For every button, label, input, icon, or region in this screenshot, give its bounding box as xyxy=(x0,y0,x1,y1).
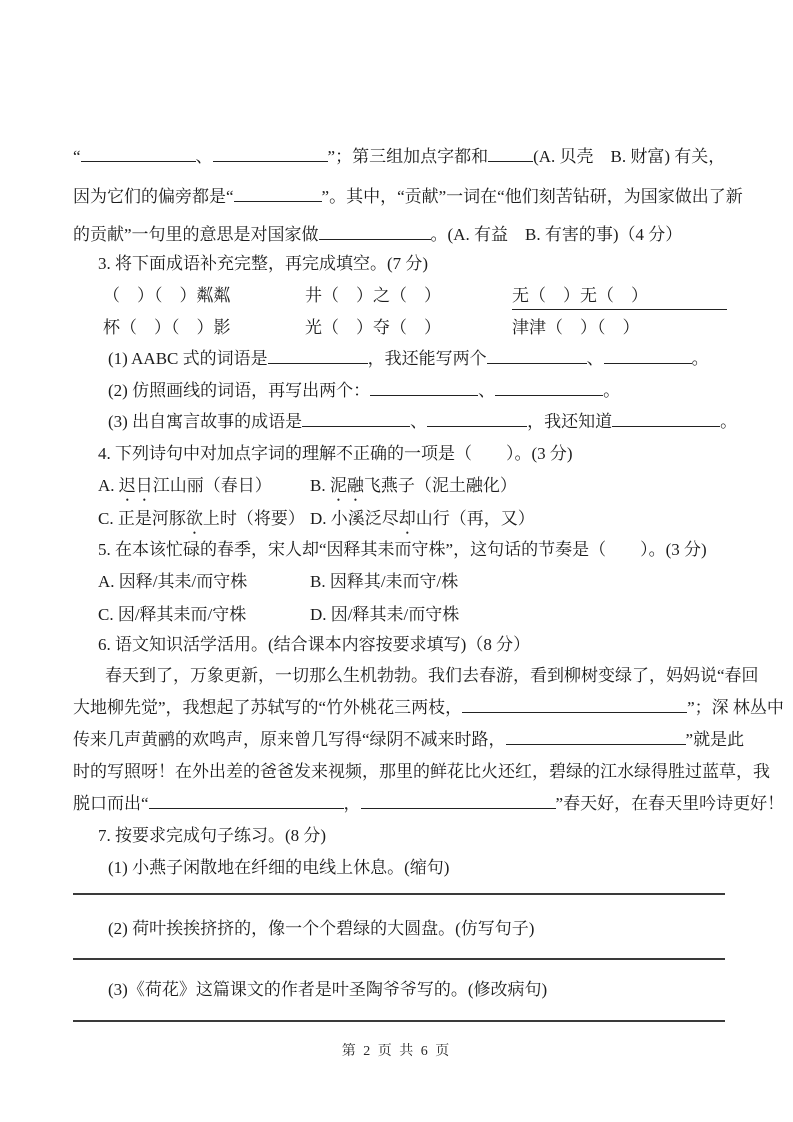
q3-i3-period: 。 xyxy=(720,412,738,431)
q2-l3-text-b: 。(A. 有益 B. 有害的事)（4 分） xyxy=(430,225,683,244)
q2-l1-options: (A. 贝壳 B. 财富) 有关， xyxy=(533,147,726,166)
idiom-cell: 井（ ）之（ ） xyxy=(305,286,441,305)
q6-p3-text-b: ”就是此 xyxy=(685,730,745,749)
q6-paragraph-line-5 xyxy=(73,792,784,818)
q2-continuation-line-3 xyxy=(73,223,682,249)
fill-blank xyxy=(488,146,533,162)
q5-option-a: A. 因释/其耒/而守株 xyxy=(98,572,248,591)
q2-l2-text-b: ”。其中，“贡献”一词在“他们刻苦钻研，为国家做出了新 xyxy=(321,187,743,206)
q2-l2-text-a: 因为它们的偏旁都是“ xyxy=(73,187,234,206)
fill-blank xyxy=(506,729,686,745)
idiom-cell: （ ）（ ）粼粼 xyxy=(103,286,231,305)
q3-i2-text: (2) 仿照画线的词语，再写出两个： xyxy=(108,381,371,400)
q3-i3-separator: 、 xyxy=(410,412,428,431)
q2-l1-separator: 、 xyxy=(195,147,213,166)
q3-item-1 xyxy=(108,347,709,373)
q5-option-d: D. 因/释其耒/而守株 xyxy=(310,605,460,624)
q2-l1-text: ”；第三组加点字都和 xyxy=(327,147,489,166)
q6-p5-text-b: ”春天好，在春天里吟诗更好！ xyxy=(555,794,785,813)
q3-i3-text-b: ，我还知道 xyxy=(527,412,613,431)
q3-i1-period: 。 xyxy=(691,349,709,368)
q3-item-2 xyxy=(108,379,620,405)
fill-blank xyxy=(234,186,322,202)
q4-option-c xyxy=(98,509,305,528)
fill-blank xyxy=(427,411,527,427)
q3-title: 3. 将下面成语补充完整，再完成填空。(7 分) xyxy=(98,254,429,273)
q4-options-row-1 xyxy=(98,474,517,500)
q2-l1-open-quote: “ xyxy=(73,147,81,166)
q6-p5-comma: ， xyxy=(343,794,361,813)
fill-blank xyxy=(612,411,720,427)
q3-idiom-row-2 xyxy=(103,316,640,342)
q3-i2-period: 。 xyxy=(603,381,621,400)
q4-option-a xyxy=(98,476,272,495)
q4-c-rest: 上时（将要） xyxy=(202,509,305,528)
q5-option-b: B. 因释其/耒而守/株 xyxy=(310,572,459,591)
q3-i1-separator: 、 xyxy=(586,349,604,368)
fill-blank xyxy=(462,697,687,713)
q4-d-rest: 山行（再，又） xyxy=(415,509,535,528)
q6-paragraph-line-1: 春天到了，万象更新，一切那么生机勃勃。我们去春游，看到柳树变绿了，妈妈说“春回 xyxy=(105,666,759,685)
q7-title: 7. 按要求完成句子练习。(8 分) xyxy=(98,826,327,845)
q6-paragraph-line-4: 时的写照呀！在外出差的爸爸发来视频，那里的鲜花比火还红，碧绿的江水绿得胜过蓝草，我 xyxy=(73,762,770,781)
idiom-cell: 杯（ ）（ ）影 xyxy=(103,318,231,337)
q4-c-prefix: C. 正是河豚 xyxy=(98,509,186,528)
idiom-cell: 津津（ ）（ ） xyxy=(512,318,640,337)
fill-blank xyxy=(604,348,692,364)
q6-title: 6. 语文知识活学活用。(结合课本内容按要求填写)（8 分） xyxy=(98,635,531,654)
answer-line xyxy=(73,1020,725,1022)
fill-blank xyxy=(370,380,478,396)
fill-blank xyxy=(361,793,556,809)
q4-option-b xyxy=(310,474,517,505)
fill-blank xyxy=(213,146,328,162)
q5-options-row-1 xyxy=(98,570,459,596)
q4-option-d xyxy=(310,507,535,538)
q3-i2-separator: 、 xyxy=(478,381,496,400)
q6-paragraph-line-3 xyxy=(73,728,744,754)
q3-i1-text-b: ，我还能写两个 xyxy=(367,349,487,368)
q3-item-3 xyxy=(108,410,737,436)
fill-blank xyxy=(268,348,368,364)
q4-d-emphasized: 却 xyxy=(398,509,416,528)
q5-option-c: C. 因/释其耒而/守株 xyxy=(98,605,247,624)
q4-a-rest: 江山丽（春日） xyxy=(152,476,272,495)
q4-b-prefix: B. xyxy=(310,476,330,495)
answer-line xyxy=(73,893,725,895)
fill-blank xyxy=(487,348,587,364)
q4-d-prefix: D. 小溪泛尽 xyxy=(310,509,399,528)
fill-blank xyxy=(302,411,410,427)
q6-paragraph-line-2 xyxy=(73,696,784,722)
q7-item-2: (2) 荷叶挨挨挤挤的，像一个个碧绿的大圆盘。(仿写句子) xyxy=(108,919,535,938)
answer-line xyxy=(73,958,725,960)
q2-l3-text-a: 的贡献”一句里的意思是对国家做 xyxy=(73,225,319,244)
q3-i1-text-a: (1) AABC 式的词语是 xyxy=(108,349,268,368)
fill-blank xyxy=(81,146,196,162)
q4-title: 4. 下列诗句中对加点字词的理解不正确的一项是（ ）。(3 分) xyxy=(98,444,573,463)
q4-b-emphasized: 泥融 xyxy=(329,476,364,495)
q6-p2-text-b: ”；深 林丛中 xyxy=(687,698,784,717)
fill-blank xyxy=(319,224,431,240)
q7-item-1: (1) 小燕子闲散地在纤细的电线上休息。(缩句) xyxy=(108,858,450,877)
q7-item-3: (3)《荷花》这篇课文的作者是叶圣陶爷爷写的。(修改病句) xyxy=(108,980,548,999)
q4-a-prefix: A. xyxy=(98,476,119,495)
q6-p2-text-a: 大地柳先觉”，我想起了苏轼写的“竹外桃花三两枝， xyxy=(73,698,463,717)
q4-a-emphasized: 迟日 xyxy=(118,476,153,495)
idiom-cell-underlined: 无（ ）无（ ） xyxy=(512,284,727,310)
q4-options-row-2 xyxy=(98,507,535,533)
q5-options-row-2 xyxy=(98,603,460,629)
q6-p5-text-a: 脱口而出“ xyxy=(73,794,149,813)
fill-blank xyxy=(149,793,344,809)
q4-b-rest: 飞燕子（泥土融化） xyxy=(363,476,517,495)
fill-blank xyxy=(495,380,603,396)
q4-c-emphasized: 欲 xyxy=(185,509,203,528)
idiom-cell: 光（ ）夺（ ） xyxy=(305,318,441,337)
q5-title: 5. 在本该忙碌的春季，宋人却“因释其耒而守株”，这句话的节奏是（ ）。(3 分) xyxy=(98,540,707,559)
q2-continuation-line-2 xyxy=(73,185,743,211)
q6-p3-text-a: 传来几声黄鹂的欢鸣声，原来曾几写得“绿阴不减来时路， xyxy=(73,730,506,749)
page-footer: 第 2 页 共 6 页 xyxy=(341,1044,452,1059)
q3-i3-text-a: (3) 出自寓言故事的成语是 xyxy=(108,412,303,431)
q3-idiom-row-1 xyxy=(103,284,648,310)
q2-continuation-line-1 xyxy=(73,145,725,171)
